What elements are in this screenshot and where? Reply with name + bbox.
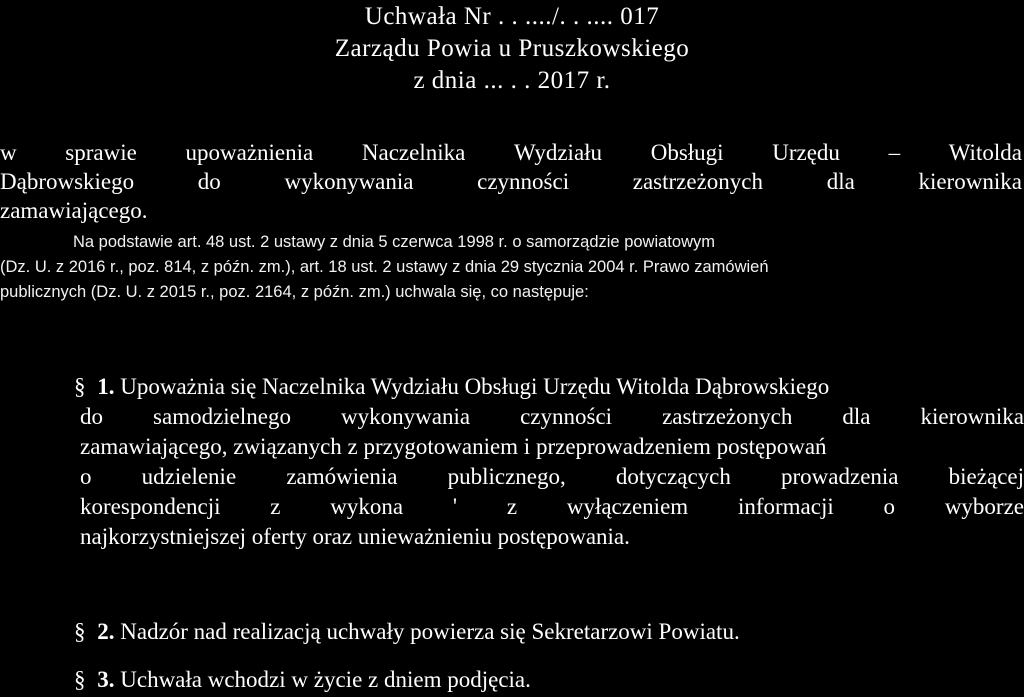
section-word: zastrzeżonych (662, 404, 793, 429)
subject-word: – (888, 140, 901, 165)
section-word: kierownika (920, 404, 1024, 429)
subject-word: Naczelnika (361, 140, 466, 165)
section-word: bieżącej (948, 464, 1024, 489)
section-line (74, 665, 1024, 695)
subject-word: do (197, 169, 221, 194)
section-2 (74, 617, 1024, 647)
section-word: wyborze (944, 494, 1024, 519)
section-line (74, 617, 1024, 647)
subject-word: Witolda (948, 140, 1022, 165)
resolution-date-heading: z dnia ... . . 2017 r. (413, 67, 611, 94)
section-1 (74, 372, 1024, 552)
resolution-subject (0, 138, 1022, 225)
section-word: informacji (737, 494, 834, 519)
subject-word: zastrzeżonych (632, 169, 764, 194)
section-sign: § (74, 619, 86, 644)
legal-basis-paragraph (0, 230, 1022, 305)
section-line (74, 372, 1024, 402)
subject-word: Urzędu (772, 140, 840, 165)
section-word: czynności (520, 404, 613, 429)
subject-word: Obsługi (650, 140, 724, 165)
section-line: zamawiającego, związanych z przygotowaniem i przeprowadzeniem postępowań (80, 434, 827, 459)
section-text: Upoważnia się Naczelnika Wydziału Obsługi Urzędu Witolda Dąbrowskiego (120, 374, 830, 399)
section-sign: § (74, 667, 86, 692)
section-word: udzielenie (141, 464, 237, 489)
section-line (74, 402, 1024, 432)
section-word: wykonywania (341, 404, 471, 429)
section-number: 3. (97, 667, 115, 692)
resolution-number-heading: Uchwała Nr . . ..../. . .... 017 (364, 3, 660, 30)
board-name-heading: Zarządu Powia u Pruszkowskiego (334, 35, 690, 62)
legal-basis-line: Na podstawie art. 48 ust. 2 ustawy z dnia 5 czerwca 1998 r. o samorządzie powiatowym (73, 233, 715, 251)
section-word: do (80, 404, 103, 429)
subject-word: czynności (477, 169, 570, 194)
section-word: o (80, 464, 92, 489)
subject-word: sprawie (65, 140, 137, 165)
legal-basis-line: (Dz. U. z 2016 r., poz. 814, z późn. zm.), art. 18 ust. 2 ustawy z dnia 29 stycznia 2004 r. Prawo zamówień (0, 258, 769, 276)
section-line (74, 492, 1024, 522)
section-word: wyłączeniem (566, 494, 689, 519)
section-number: 2. (97, 619, 115, 644)
section-word: dotyczących (615, 464, 731, 489)
subject-line (0, 138, 1022, 167)
subject-word: wykonywania (284, 169, 414, 194)
section-word: z (506, 494, 518, 519)
section-word: prowadzenia (781, 464, 899, 489)
subject-line (0, 167, 1022, 196)
subject-word: dla (826, 169, 855, 194)
section-word: dla (842, 404, 871, 429)
section-word: o (883, 494, 896, 519)
section-3 (74, 665, 1024, 695)
subject-word: w (0, 140, 17, 165)
section-word: z (270, 494, 281, 519)
subject-line (0, 196, 1022, 225)
section-line (74, 462, 1024, 492)
section-word: ' (452, 494, 458, 519)
section-text: Nadzór nad realizacją uchwały powierza się Sekretarzowi Powiatu. (120, 619, 740, 644)
section-line: najkorzystniejszej oferty oraz unieważnieniu postępowania. (80, 524, 630, 549)
section-number: 1. (97, 374, 115, 399)
subject-word: Wydziału (514, 140, 603, 165)
subject-word: Dąbrowskiego (0, 169, 135, 194)
legal-basis-line: publicznych (Dz. U. z 2015 r., poz. 2164, z późn. zm.) uchwala się, co następuje: (0, 283, 589, 301)
subject-word: zamawiającego. (0, 198, 148, 223)
section-word: samodzielnego (153, 404, 291, 429)
section-word: wykona (330, 494, 404, 519)
section-sign: § (74, 374, 86, 399)
section-word: korespondencji (80, 494, 221, 519)
subject-word: upoważnienia (185, 140, 314, 165)
section-word: zamówienia (286, 464, 398, 489)
section-word: publicznego, (447, 464, 566, 489)
section-text: Uchwała wchodzi w życie z dniem podjęcia. (120, 667, 531, 692)
subject-word: kierownika (918, 169, 1022, 194)
